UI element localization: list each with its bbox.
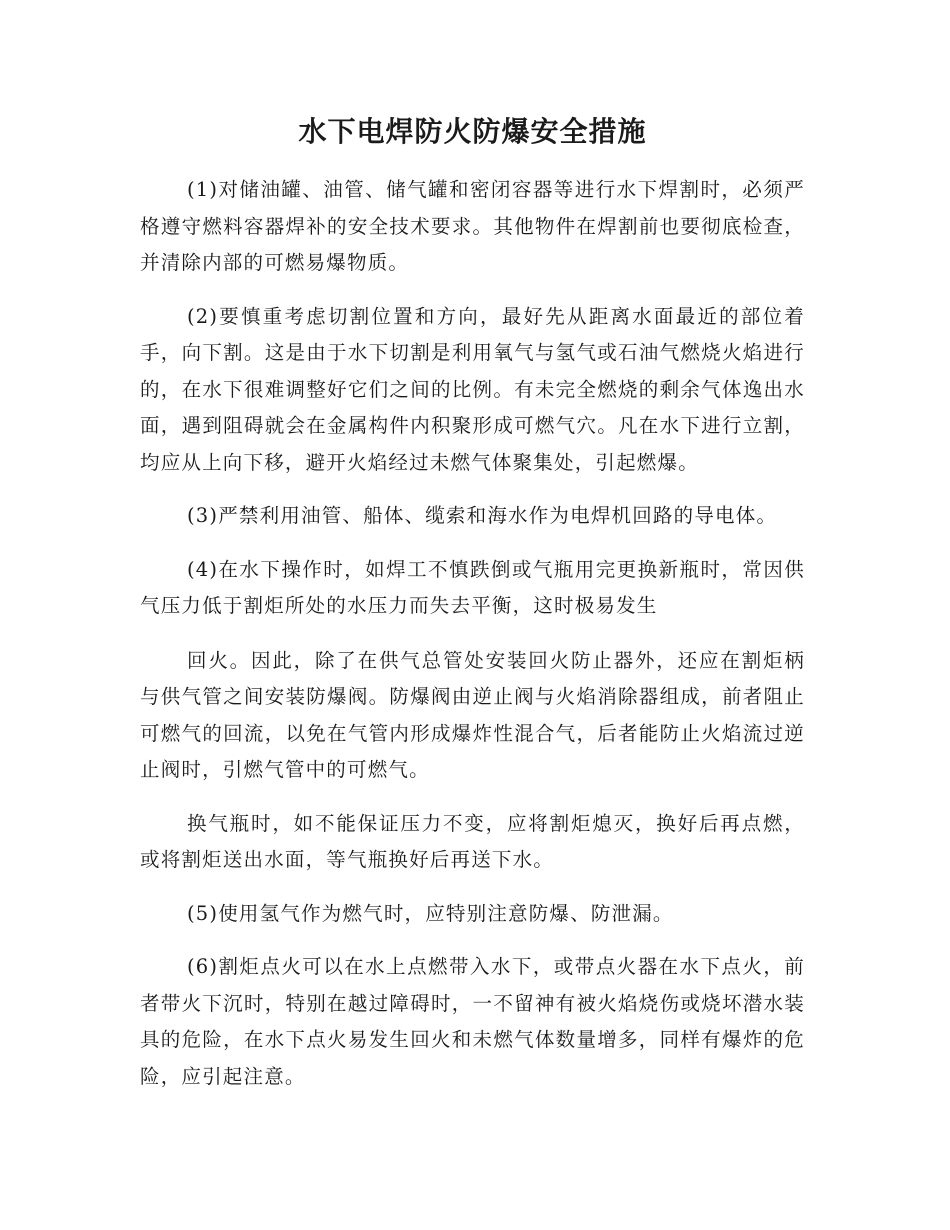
paragraph-7: (5)使用氢气作为燃气时，应特别注意防爆、防泄漏。 [187,901,674,925]
paragraph-2: (2)要慎重考虑切割位置和方向，最好先从距离水面最近的部位着手，向下割。这是由于水下切割是利用氧气与氢气或石油气燃烧火焰进行的，在水下很难调整好它们之间的比例。有未完全燃烧的剩余气体逸出水面，遇到阻碍就会在金属构件内积聚形成可燃气穴。凡在水下进行立割，均应从上向下移，避开火焰经过未燃气体聚集处，引起燃爆。 [140,304,805,474]
paragraph-8: (6)割炬点火可以在水上点燃带入水下，或带点火器在水下点火，前者带火下沉时，特别在越过障碍时，一不留神有被火焰烧伤或烧坏潜水装具的危险，在水下点火易发生回火和未燃气体数量增多，同样有爆炸的危险，应引起注意。 [140,955,805,1088]
paragraph-4: (4)在水下操作时，如焊工不慎跌倒或气瓶用完更换新瓶时，常因供气压力低于割炬所处的水压力而失去平衡，这时极易发生 [140,557,805,617]
paragraph-3: (3)严禁利用油管、船体、缆索和海水作为电焊机回路的导电体。 [187,504,778,527]
document-page [140,112,805,1112]
document-title: 水下电焊防火防爆安全措施 [298,115,647,148]
paragraph-6: 换气瓶时，如不能保证压力不变，应将割炬熄灭，换好后再点燃，或将割炬送出水面，等气瓶换好后再送下水。 [140,811,805,871]
paragraph-1: (1)对储油罐、油管、储气罐和密闭容器等进行水下焊割时，必须严格遵守燃料容器焊补的安全技术要求。其他物件在焊割前也要彻底检查，并清除内部的可燃易爆物质。 [140,178,805,274]
paragraph-5: 回火。因此，除了在供气总管处安装回火防止器外，还应在割炬柄与供气管之间安装防爆阀。防爆阀由逆止阀与火焰消除器组成，前者阻止可燃气的回流，以免在气管内形成爆炸性混合气，后者能防止火焰流过逆止阀时，引燃气管中的可燃气。 [140,648,805,781]
